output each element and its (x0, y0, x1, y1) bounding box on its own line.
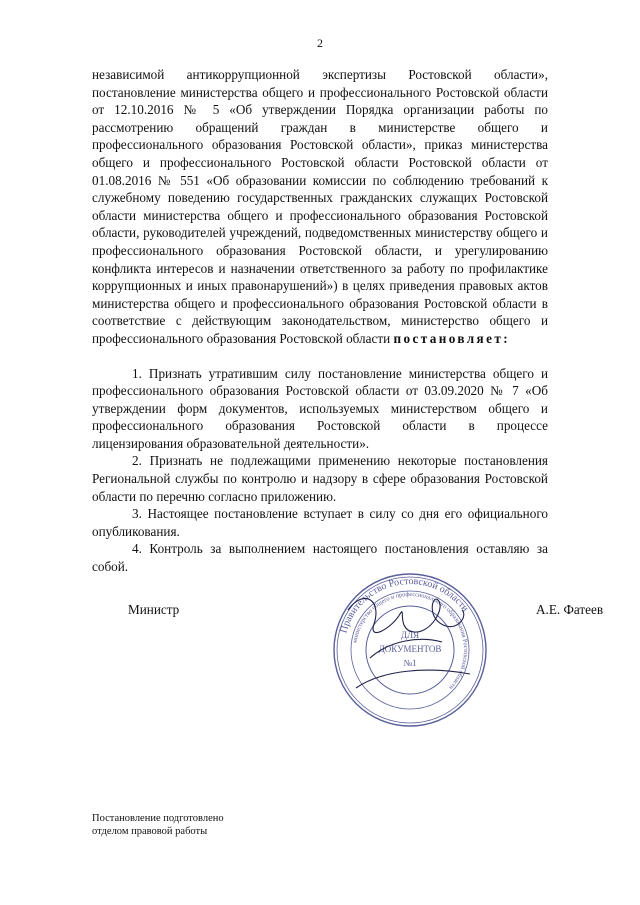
stamp-center-line2: ДОКУМЕНТОВ (378, 644, 442, 654)
footer-line: Постановление подготовлено (92, 813, 224, 824)
list-item: 4. Контроль за выполнением настоящего постановления оставляю за собой. (92, 541, 548, 575)
signature-title: Министр (128, 602, 180, 617)
signature-name: А.Е. Фатеев (536, 602, 604, 617)
stamp-inner-text: министерство общего и профессионального образования Ростовской области (351, 590, 470, 691)
intro-text: независимой антикоррупционной экспертизы Ростовской области», постановление министерства общего и профессионального Ростовской области от 12.10.2016 № 5 «Об утверждении Порядка организации работы по рассмотрению обращений граждан в министерстве общего и профессионального образования Ростовской области», приказ министерства общего и профессионального Ростовской области Ростовской области от 01.08.2016 № 551 «Об образовании комиссии по соблюдению требований к служебному поведению государственных гражданских служащих Ростовской области министерства общего и профессионального образования Ростовской области, руководителей учреждений, подведомственных министерству общего и профессионального образования Ростовской области, и урегулированию конфликта интересов и назначении ответственного за работу по профилактике коррупционных и иных правонарушений») в целях приведения правовых актов министерства общего и профессионального образования Ростовской области в соответствие с действующим законодательством, министерство общего и профессионального образования Ростовской области (92, 67, 548, 346)
stamp-center-line1: ДЛЯ (400, 630, 420, 640)
list-item: 3. Настоящее постановление вступает в силу со дня его официального опубликования. (92, 506, 548, 539)
page-number: 2 (317, 36, 323, 50)
decree-word: постановляет: (393, 330, 511, 346)
list-item: 2. Признать не подлежащими применению некоторые постановления Региональной службы по контролю и надзору в сфере образования Ростовской области по перечню согласно приложению. (92, 453, 548, 504)
stamp-center-line3: №1 (403, 658, 417, 668)
stamp-outer-text: Правительство Ростовской области (338, 575, 471, 635)
intro-paragraph (92, 66, 548, 348)
footer-note (92, 812, 224, 838)
list-item: 1. Признать утратившим силу постановление министерства общего и профессионального образования Ростовской области от 03.09.2020 № 7 «Об утверждении форм документов, используемых министерством общего и профессионального образования Ростовской области в процессе лицензирования образовательной деятельности». (92, 365, 548, 451)
paragraph-spacer (92, 348, 548, 365)
footer-line: отделом правовой работы (92, 826, 208, 837)
document-body (92, 66, 548, 576)
official-stamp (330, 570, 490, 730)
